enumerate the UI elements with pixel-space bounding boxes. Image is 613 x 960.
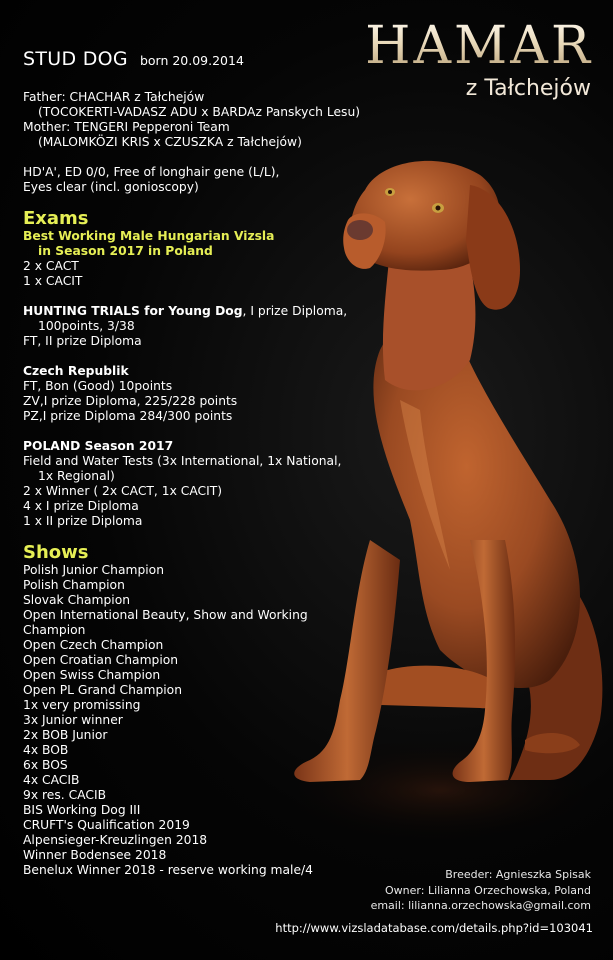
poland-heading: POLAND Season 2017 [23, 439, 174, 453]
show-title-item: Alpensieger-Kreuzlingen 2018 [23, 833, 208, 847]
show-title-item: 6x BOS [23, 758, 68, 772]
father-line: Father: CHACHAR z Tałchejów [23, 90, 205, 104]
cact-count: 2 x CACT [23, 259, 79, 273]
poland-tests-cont: 1x Regional) [38, 469, 115, 483]
show-title-item: Champion [23, 623, 86, 637]
health-line: HD'A', ED 0/0, Free of longhair gene (L/L), [23, 165, 280, 179]
show-title-item: BIS Working Dog III [23, 803, 141, 817]
poland-line: 1 x II prize Diploma [23, 514, 143, 528]
poland-line: 4 x I prize Diploma [23, 499, 139, 513]
title-block [365, 18, 593, 101]
database-link[interactable]: http://www.vizsladatabase.com/details.php?id=103041 [275, 921, 593, 935]
show-title-item: Winner Bodensee 2018 [23, 848, 167, 862]
mother-line: Mother: TENGERI Pepperoni Team [23, 120, 230, 134]
mother-parents: (MALOMKÖZI KRIS x CZUSZKA z Tałchejów) [38, 135, 302, 149]
stud-header [23, 48, 353, 70]
show-title-item: Benelux Winner 2018 - reserve working male/4 [23, 863, 314, 877]
czech-heading: Czech Republik [23, 364, 129, 378]
hunting-trials-title: HUNTING TRIALS for Young Dog [23, 304, 243, 318]
show-title-item: Open Croatian Champion [23, 653, 179, 667]
show-title-item: CRUFT's Qualification 2019 [23, 818, 190, 832]
show-title-item: Slovak Champion [23, 593, 131, 607]
hunting-ft: FT, II prize Diploma [23, 334, 142, 348]
hunting-trials-points: 100points, 3/38 [38, 319, 135, 333]
dog-name-title: HAMAR [365, 16, 593, 76]
poland-tests: Field and Water Tests (3x International, 1x National, [23, 454, 342, 468]
show-title-item: 4x BOB [23, 743, 69, 757]
stud-dog-label: STUD DOG [23, 48, 128, 70]
best-working-male: Best Working Male Hungarian Vizsla [23, 229, 275, 243]
best-working-season: in Season 2017 in Poland [38, 244, 213, 258]
kennel-subtitle: z Tałchejów [465, 76, 591, 101]
czech-line: PZ,I prize Diploma 284/300 points [23, 409, 233, 423]
email-line[interactable]: email: lilianna.orzechowska@gmail.com [370, 899, 591, 912]
show-title-item: Polish Champion [23, 578, 125, 592]
show-title-item: 4x CACIB [23, 773, 80, 787]
show-title-item: 3x Junior winner [23, 713, 123, 727]
breeder-line: Breeder: Agnieszka Spisak [445, 868, 591, 881]
show-title-item: Polish Junior Champion [23, 563, 164, 577]
show-title-item: 2x BOB Junior [23, 728, 108, 742]
czech-line: FT, Bon (Good) 10points [23, 379, 173, 393]
cacit-count: 1 x CACIT [23, 274, 83, 288]
poland-line: 2 x Winner ( 2x CACT, 1x CACIT) [23, 484, 223, 498]
show-title-item: 9x res. CACIB [23, 788, 107, 802]
shows-heading: Shows [23, 542, 89, 563]
contact-block [371, 867, 591, 914]
show-title-item: Open PL Grand Champion [23, 683, 182, 697]
show-title-item: Open Czech Champion [23, 638, 164, 652]
show-title-item: Open International Beauty, Show and Working [23, 608, 308, 622]
exams-heading: Exams [23, 208, 89, 229]
hunting-trials-line [23, 304, 353, 319]
birth-date: born 20.09.2014 [139, 53, 244, 68]
czech-line: ZV,I prize Diploma, 225/228 points [23, 394, 238, 408]
eyes-line: Eyes clear (incl. gonioscopy) [23, 180, 199, 194]
hunting-trials-prize: , I prize Diploma, [242, 304, 348, 318]
info-column [23, 48, 361, 878]
owner-line: Owner: Lilianna Orzechowska, Poland [385, 883, 591, 897]
show-title-item: 1x very promissing [23, 698, 141, 712]
shows-list [23, 563, 353, 878]
father-parents: (TOCOKERTI-VADASZ ADU x BARDAz Panskych Lesu) [38, 105, 361, 119]
show-title-item: Open Swiss Champion [23, 668, 161, 682]
